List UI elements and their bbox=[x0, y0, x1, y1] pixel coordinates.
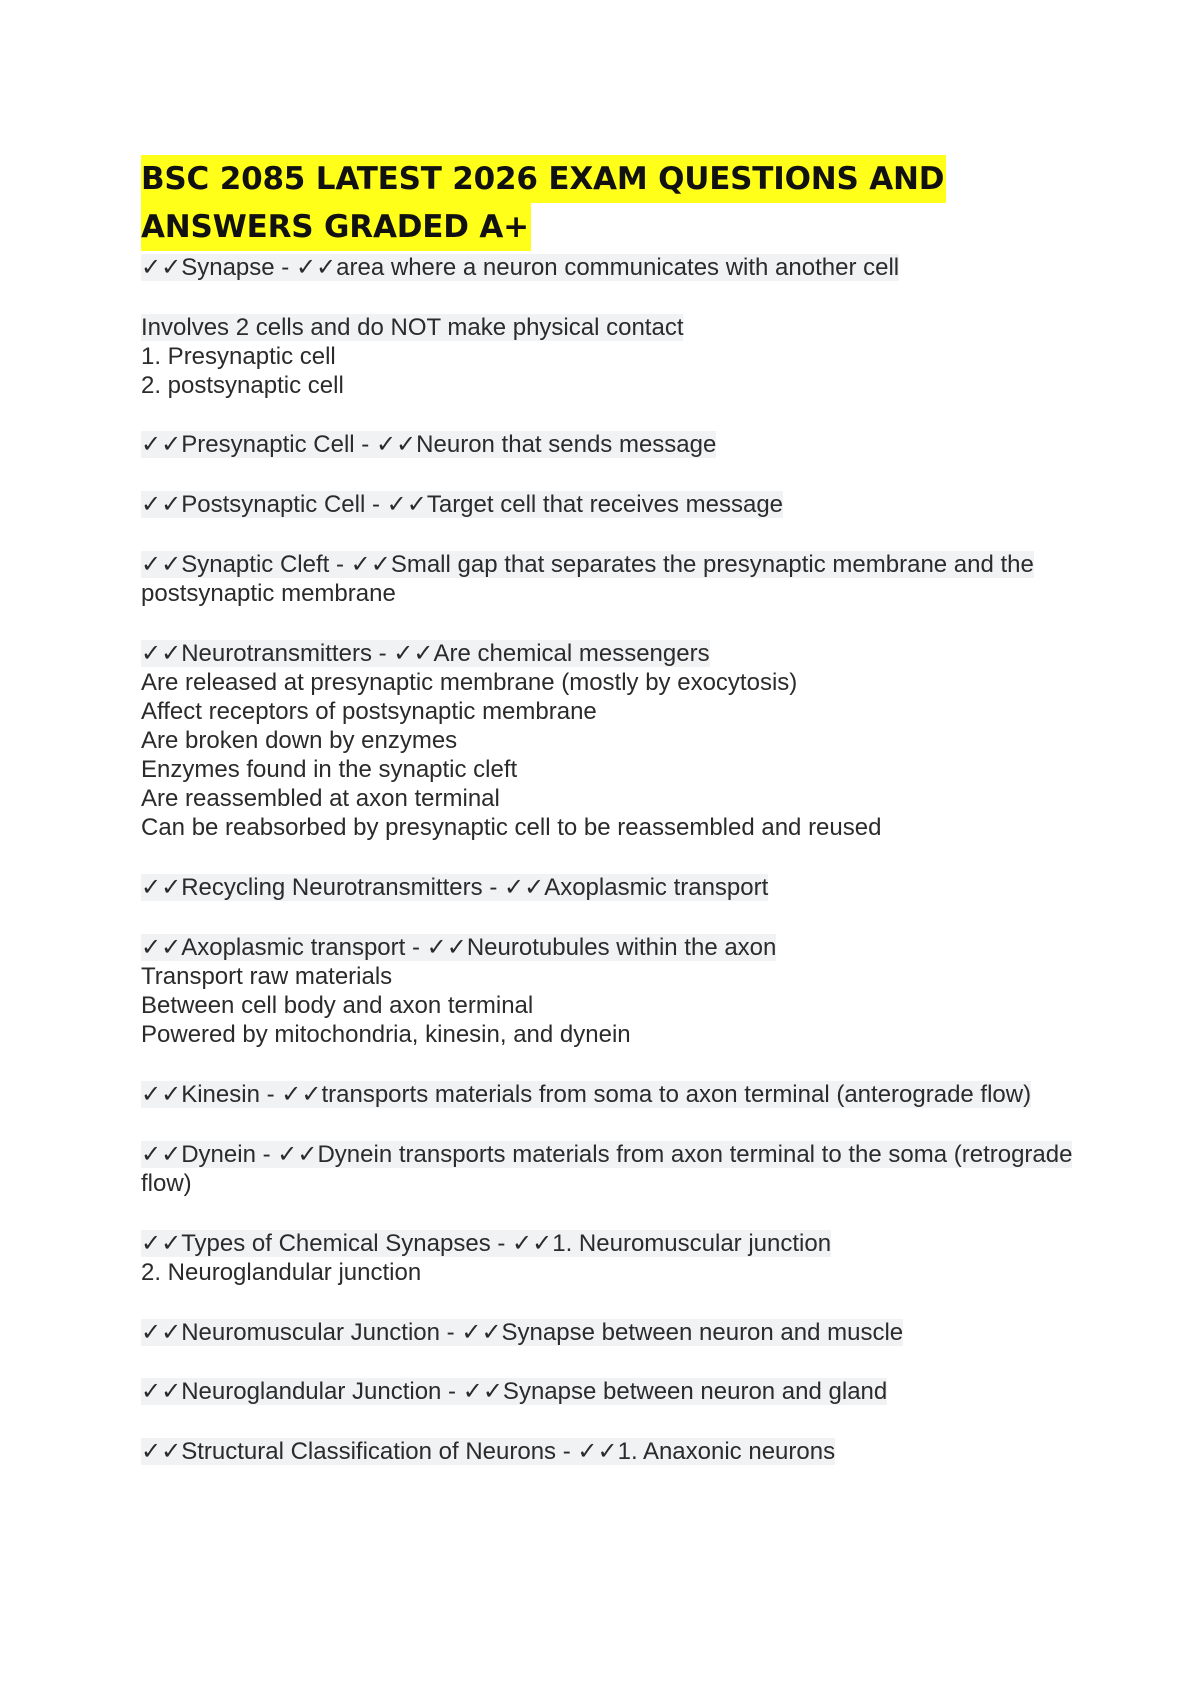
qa-detail-line: Between cell body and axon terminal bbox=[141, 992, 534, 1019]
qa-detail-line: Transport raw materials bbox=[141, 963, 393, 990]
qa-detail-line: Can be reabsorbed by presynaptic cell to be reassembled and reused bbox=[141, 814, 882, 841]
qa-term: ✓✓Structural Classification of Neurons - ✓✓1. Anaxonic neurons bbox=[141, 1438, 836, 1465]
qa-term-line bbox=[141, 1318, 1071, 1347]
qa-entry bbox=[141, 430, 1071, 459]
qa-term-line bbox=[141, 639, 1071, 668]
qa-entry bbox=[141, 1437, 1071, 1466]
qa-entry bbox=[141, 1140, 1071, 1198]
qa-entry bbox=[141, 550, 1071, 608]
qa-term: ✓✓Neuroglandular Junction - ✓✓Synapse between neuron and gland bbox=[141, 1378, 888, 1405]
qa-term: ✓✓Dynein - ✓✓Dynein transports materials from axon terminal to the soma (retrograde bbox=[141, 1141, 1073, 1168]
qa-detail-line: postsynaptic membrane bbox=[141, 580, 396, 607]
qa-entry bbox=[141, 933, 1071, 1049]
qa-entry bbox=[141, 1318, 1071, 1347]
qa-detail-line: Are broken down by enzymes bbox=[141, 727, 458, 754]
qa-entry bbox=[141, 639, 1071, 842]
qa-term: ✓✓Neuromuscular Junction - ✓✓Synapse between neuron and muscle bbox=[141, 1319, 904, 1346]
qa-term-line bbox=[141, 1377, 1071, 1406]
qa-entry bbox=[141, 873, 1071, 902]
qa-detail-line: 1. Presynaptic cell bbox=[141, 343, 336, 370]
qa-entry bbox=[141, 490, 1071, 519]
qa-term-line bbox=[141, 1437, 1071, 1466]
qa-term: ✓✓Presynaptic Cell - ✓✓Neuron that sends message bbox=[141, 431, 717, 458]
qa-detail-line: 2. Neuroglandular junction bbox=[141, 1259, 422, 1286]
qa-term: ✓✓Recycling Neurotransmitters - ✓✓Axoplasmic transport bbox=[141, 874, 769, 901]
qa-term: ✓✓Kinesin - ✓✓transports materials from soma to axon terminal (anterograde flow) bbox=[141, 1081, 1032, 1108]
qa-detail-line: Affect receptors of postsynaptic membrane bbox=[141, 698, 597, 725]
qa-term: ✓✓Postsynaptic Cell - ✓✓Target cell that receives message bbox=[141, 491, 784, 518]
qa-term: ✓✓Types of Chemical Synapses - ✓✓1. Neuromuscular junction bbox=[141, 1230, 832, 1257]
qa-term: Involves 2 cells and do NOT make physical contact bbox=[141, 314, 684, 341]
qa-detail-line: Powered by mitochondria, kinesin, and dynein bbox=[141, 1021, 631, 1048]
qa-entry bbox=[141, 1377, 1071, 1406]
document-content bbox=[141, 155, 1071, 1496]
qa-detail-line: Are reassembled at axon terminal bbox=[141, 785, 500, 812]
document-title bbox=[141, 155, 1071, 251]
qa-term-line bbox=[141, 313, 1071, 342]
qa-entry bbox=[141, 313, 1071, 400]
qa-detail-line: Are released at presynaptic membrane (mostly by exocytosis) bbox=[141, 669, 798, 696]
qa-detail-line: Enzymes found in the synaptic cleft bbox=[141, 756, 518, 783]
qa-term-line bbox=[141, 873, 1071, 902]
qa-term-line bbox=[141, 253, 1071, 282]
qa-term-line bbox=[141, 1080, 1071, 1109]
qa-entry bbox=[141, 1080, 1071, 1109]
qa-term-line bbox=[141, 1229, 1071, 1258]
qa-term-line bbox=[141, 550, 1071, 579]
qa-term-line bbox=[141, 1140, 1071, 1169]
qa-term: ✓✓Synapse - ✓✓area where a neuron communicates with another cell bbox=[141, 254, 900, 281]
title-line-2: ANSWERS GRADED A+ bbox=[141, 203, 531, 251]
qa-term: ✓✓Axoplasmic transport - ✓✓Neurotubules within the axon bbox=[141, 934, 777, 961]
qa-term: ✓✓Neurotransmitters - ✓✓Are chemical messengers bbox=[141, 640, 710, 667]
qa-detail-line: flow) bbox=[141, 1170, 192, 1197]
qa-entry bbox=[141, 253, 1071, 282]
qa-entries bbox=[141, 253, 1071, 1466]
qa-detail-line: 2. postsynaptic cell bbox=[141, 372, 344, 399]
qa-term-line bbox=[141, 933, 1071, 962]
qa-term-line bbox=[141, 490, 1071, 519]
qa-entry bbox=[141, 1229, 1071, 1287]
qa-term: ✓✓Synaptic Cleft - ✓✓Small gap that separates the presynaptic membrane and the bbox=[141, 551, 1034, 578]
title-line-1: BSC 2085 LATEST 2026 EXAM QUESTIONS AND bbox=[141, 155, 946, 203]
qa-term-line bbox=[141, 430, 1071, 459]
